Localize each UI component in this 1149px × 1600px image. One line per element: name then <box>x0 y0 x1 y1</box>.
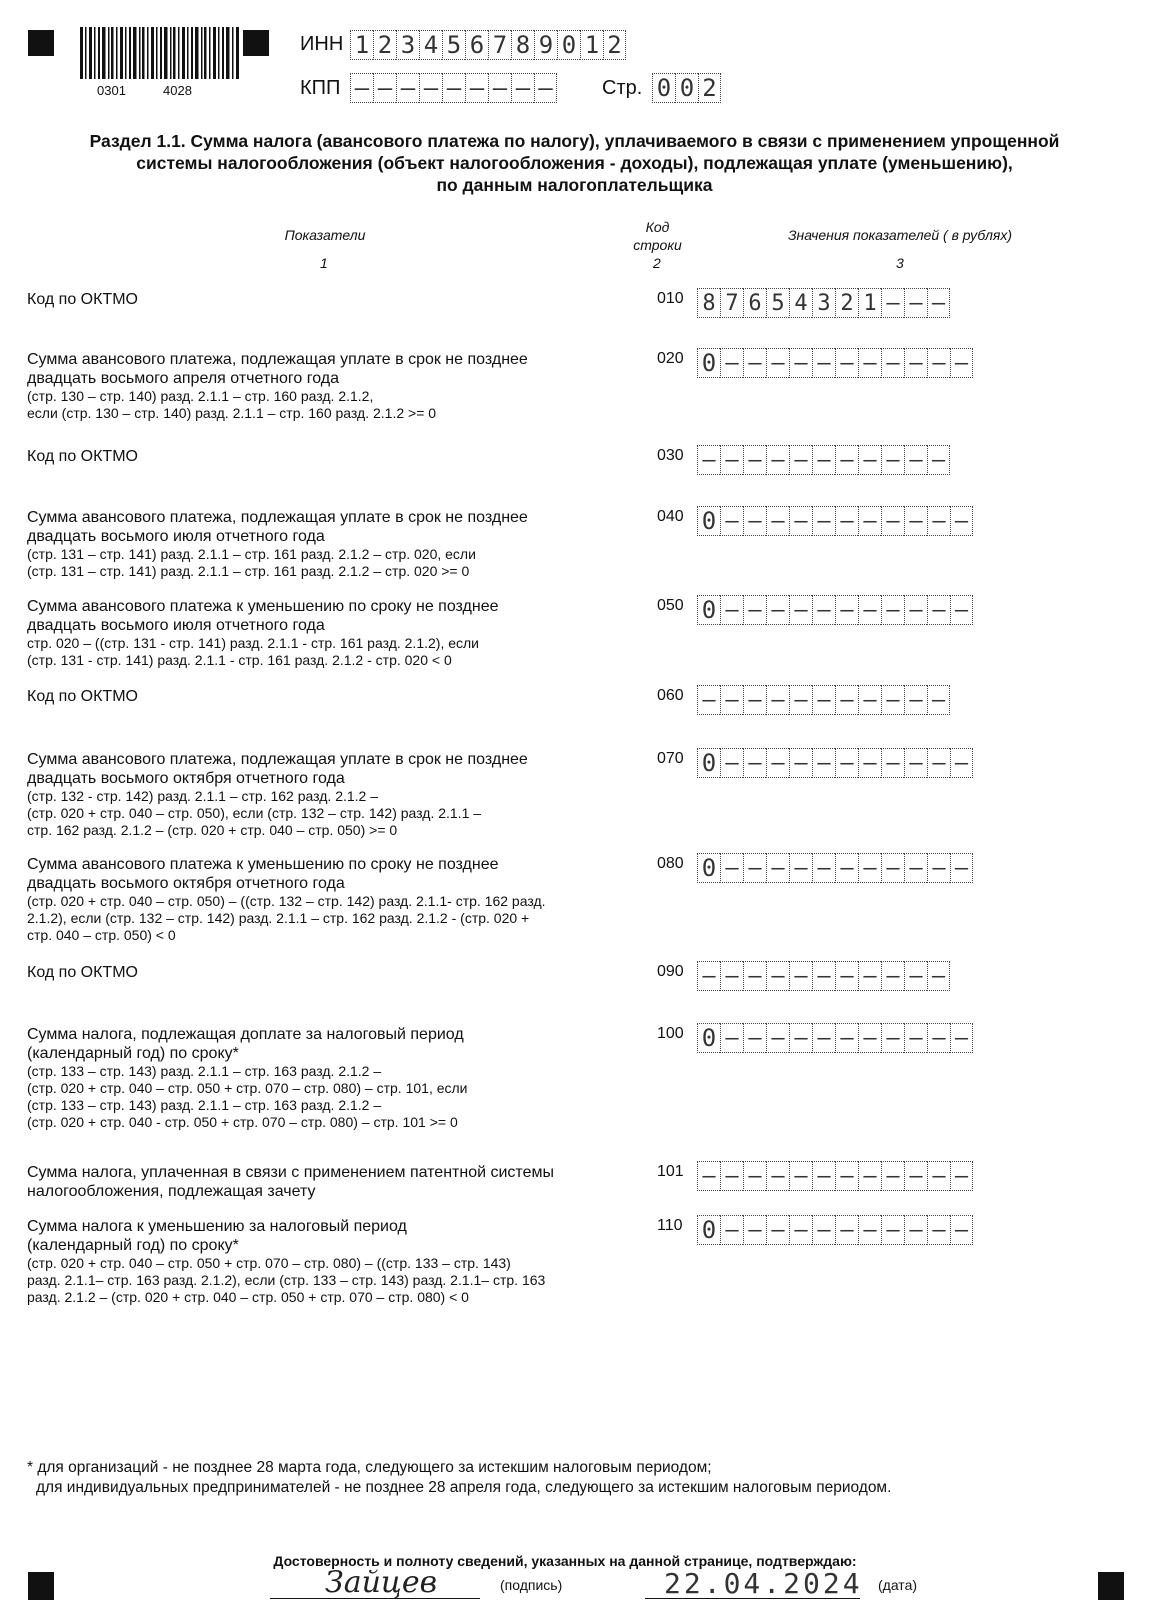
row-formula-line: разд. 2.1.1– стр. 163 разд. 2.1.2), если (стр. 133 – стр. 143) разд. 2.1.1– стр. 163 <box>27 1272 546 1288</box>
row-value-cell[interactable]: – <box>766 595 789 625</box>
row-value-cell[interactable]: – <box>835 748 858 778</box>
row-formula-line: (стр. 020 + стр. 040 - стр. 050 + стр. 070 – стр. 080) – стр. 101 >= 0 <box>27 1114 458 1130</box>
corner-marker-top-right <box>243 30 269 56</box>
barcode <box>80 27 240 79</box>
row-value-cell[interactable]: – <box>950 748 973 778</box>
row-formula-line: (стр. 131 – стр. 141) разд. 2.1.1 – стр. 161 разд. 2.1.2 – стр. 020 >= 0 <box>27 563 470 579</box>
row-code: 010 <box>657 290 684 307</box>
row-value-cell[interactable]: – <box>904 748 927 778</box>
row-value-cell[interactable]: – <box>881 748 904 778</box>
row-formula-line: если (стр. 130 – стр. 140) разд. 2.1.1 – стр. 160 разд. 2.1.2 >= 0 <box>27 405 437 421</box>
row-value-cell[interactable]: – <box>881 1023 904 1053</box>
inn-cell[interactable]: 3 <box>396 30 419 60</box>
row-value-cell[interactable]: – <box>927 595 950 625</box>
inn-cell[interactable]: 8 <box>511 30 534 60</box>
row-formula-line: (стр. 020 + стр. 040 – стр. 050) – ((стр. 132 – стр. 142) разд. 2.1.1- стр. 162 разд. <box>27 893 546 909</box>
row-value-cell[interactable]: – <box>927 348 950 378</box>
row-value-cell[interactable]: – <box>881 961 904 991</box>
date-label: (дата) <box>878 1577 918 1593</box>
row-code: 100 <box>657 1025 684 1042</box>
corner-marker-top-left <box>28 30 54 56</box>
row-formula-line: (стр. 130 – стр. 140) разд. 2.1.1 – стр. 160 разд. 2.1.2, <box>27 388 374 404</box>
row-value-cell[interactable]: – <box>835 853 858 883</box>
row-value-cell[interactable]: – <box>835 348 858 378</box>
row-code: 030 <box>657 447 684 464</box>
row-value-cell[interactable]: – <box>858 348 881 378</box>
row-title-line: Код по ОКТМО <box>27 291 138 308</box>
row-value-cell[interactable]: – <box>858 595 881 625</box>
row-title-line: Сумма налога, уплаченная в связи с применением патентной системы <box>27 1164 554 1181</box>
row-description <box>27 855 617 944</box>
row-value-cell[interactable]: – <box>950 506 973 536</box>
row-description <box>27 750 617 839</box>
row-value-cell[interactable]: – <box>743 1161 766 1191</box>
row-value-cell[interactable]: – <box>720 595 743 625</box>
row-value-cell[interactable]: – <box>927 961 950 991</box>
row-value-cell[interactable]: – <box>766 1023 789 1053</box>
row-value-cell[interactable]: – <box>858 1215 881 1245</box>
row-value-cell[interactable]: – <box>743 748 766 778</box>
kpp-cell[interactable]: – <box>350 73 373 103</box>
page-number-field[interactable] <box>652 73 721 103</box>
row-value-cell[interactable]: – <box>927 288 950 318</box>
row-value-cell[interactable]: 6 <box>743 288 766 318</box>
row-value-cell[interactable]: – <box>950 348 973 378</box>
row-value-cell[interactable]: – <box>789 348 812 378</box>
row-value-cell[interactable]: – <box>858 961 881 991</box>
row-value-cell[interactable]: – <box>789 748 812 778</box>
row-title-line: двадцать восьмого октября отчетного года <box>27 770 345 787</box>
row-value-cell[interactable]: – <box>904 853 927 883</box>
row-value-cell[interactable]: – <box>881 1161 904 1191</box>
row-value-cell[interactable]: – <box>766 348 789 378</box>
row-value-cell[interactable]: – <box>766 1215 789 1245</box>
footnote <box>27 1458 891 1498</box>
row-formula-line: (стр. 020 + стр. 040 – стр. 050), если (стр. 132 – стр. 142) разд. 2.1.1 – <box>27 805 482 821</box>
row-value-cell[interactable]: – <box>858 748 881 778</box>
row-value-cell[interactable]: – <box>766 1161 789 1191</box>
row-value-cell[interactable]: – <box>927 748 950 778</box>
row-value-cell[interactable]: 8 <box>697 288 720 318</box>
inn-cell[interactable]: 5 <box>442 30 465 60</box>
page-number-cell[interactable]: 2 <box>698 73 721 103</box>
row-value-cell[interactable]: – <box>743 506 766 536</box>
row-title-line: Сумма налога, подлежащая доплате за налоговый период <box>27 1026 464 1043</box>
row-title-line: Код по ОКТМО <box>27 964 138 981</box>
kpp-cell[interactable]: – <box>442 73 465 103</box>
inn-cell[interactable]: 0 <box>557 30 580 60</box>
row-value-cell[interactable]: 0 <box>697 506 720 536</box>
row-value-field[interactable] <box>697 288 950 318</box>
row-formula-line: (стр. 131 - стр. 141) разд. 2.1.1 - стр. 161 разд. 2.1.2 - стр. 020 < 0 <box>27 652 452 668</box>
row-value-field[interactable] <box>697 961 950 991</box>
row-code: 110 <box>657 1217 683 1234</box>
row-description <box>27 350 617 422</box>
column-number-3: 3 <box>896 255 904 271</box>
row-description <box>27 1217 617 1306</box>
row-value-cell[interactable]: – <box>789 1215 812 1245</box>
row-value-cell[interactable]: – <box>927 685 950 715</box>
row-value-cell[interactable]: – <box>835 1023 858 1053</box>
footnote-line-2: для индивидуальных предпринимателей - не позднее 28 апреля года, следующего за истекшим налоговым периодом. <box>36 1479 892 1496</box>
row-title-line: двадцать восьмого октября отчетного года <box>27 875 345 892</box>
row-value-cell[interactable]: – <box>812 961 835 991</box>
row-title-line: (календарный год) по сроку* <box>27 1237 239 1254</box>
row-value-field[interactable] <box>697 685 950 715</box>
row-value-cell[interactable]: 0 <box>697 1215 720 1245</box>
row-code: 090 <box>657 963 684 980</box>
row-value-cell[interactable]: – <box>812 506 835 536</box>
row-title-line: (календарный год) по сроку* <box>27 1045 239 1062</box>
row-value-cell[interactable]: 0 <box>697 595 720 625</box>
section-title-line-2: системы налогообложения (объект налогообложения - доходы), подлежащая уплате (уменьшению), <box>136 153 1013 173</box>
row-value-cell[interactable]: – <box>697 961 720 991</box>
column-number-2: 2 <box>653 255 661 271</box>
row-value-cell[interactable]: – <box>881 348 904 378</box>
row-value-cell[interactable]: – <box>835 445 858 475</box>
confirmation-text: Достоверность и полноту сведений, указанных на данной странице, подтверждаю: <box>273 1553 857 1569</box>
kpp-field[interactable] <box>350 73 557 103</box>
row-value-cell[interactable]: – <box>697 1161 720 1191</box>
row-formula-line: стр. 162 разд. 2.1.2 – (стр. 020 + стр. 040 – стр. 050) >= 0 <box>27 822 398 838</box>
row-value-cell[interactable]: – <box>812 1161 835 1191</box>
row-value-cell[interactable]: – <box>812 1023 835 1053</box>
section-title <box>0 130 1149 196</box>
row-value-cell[interactable]: – <box>720 1161 743 1191</box>
column-header-code <box>620 218 695 254</box>
row-value-cell[interactable]: 3 <box>812 288 835 318</box>
row-title-line: Код по ОКТМО <box>27 448 138 465</box>
row-value-cell[interactable]: – <box>789 685 812 715</box>
row-value-cell[interactable]: – <box>835 685 858 715</box>
row-value-cell[interactable]: – <box>881 445 904 475</box>
row-value-cell[interactable]: – <box>766 853 789 883</box>
row-formula-line: (стр. 133 – стр. 143) разд. 2.1.1 – стр. 163 разд. 2.1.2 – <box>27 1063 382 1079</box>
row-formula-line: 2.1.2), если (стр. 132 – стр. 142) разд. 2.1.1 – стр. 162 разд. 2.1.2 - (стр. 020 + <box>27 910 530 926</box>
inn-cell[interactable]: 9 <box>534 30 557 60</box>
row-value-cell[interactable]: – <box>904 348 927 378</box>
row-value-cell[interactable]: – <box>950 595 973 625</box>
row-formula-line: стр. 040 – стр. 050) < 0 <box>27 927 176 943</box>
row-value-cell[interactable]: – <box>720 506 743 536</box>
row-value-cell[interactable]: – <box>950 1215 973 1245</box>
row-value-cell[interactable]: – <box>904 445 927 475</box>
row-value-cell[interactable]: – <box>697 685 720 715</box>
row-description <box>27 1163 617 1201</box>
row-value-cell[interactable]: 0 <box>697 748 720 778</box>
row-value-field[interactable] <box>697 1023 973 1053</box>
inn-cell[interactable]: 4 <box>419 30 442 60</box>
corner-marker-bottom-right <box>1098 1572 1124 1600</box>
page-number-cell[interactable]: 0 <box>652 73 675 103</box>
row-value-field[interactable] <box>697 853 973 883</box>
row-value-field[interactable] <box>697 1161 973 1191</box>
row-value-cell[interactable]: – <box>697 445 720 475</box>
row-value-cell[interactable]: – <box>766 961 789 991</box>
row-code: 020 <box>657 350 684 367</box>
row-value-cell[interactable]: – <box>743 445 766 475</box>
row-title-line: Сумма авансового платежа к уменьшению по сроку не позднее <box>27 856 499 873</box>
row-value-cell[interactable]: 4 <box>789 288 812 318</box>
row-value-cell[interactable]: – <box>881 853 904 883</box>
row-value-cell[interactable]: – <box>927 1023 950 1053</box>
column-number-1: 1 <box>320 255 328 271</box>
inn-cell[interactable]: 1 <box>350 30 373 60</box>
column-header-code-line-1: Код <box>645 219 670 235</box>
row-value-cell[interactable]: – <box>812 348 835 378</box>
row-description <box>27 963 617 982</box>
row-value-cell[interactable]: – <box>766 685 789 715</box>
row-value-cell[interactable]: – <box>858 1161 881 1191</box>
row-code: 040 <box>657 508 684 525</box>
row-title-line: Сумма авансового платежа, подлежащая уплате в срок не позднее <box>27 351 528 368</box>
page-label: Стр. <box>602 77 643 99</box>
inn-label: ИНН <box>300 33 344 55</box>
row-value-cell[interactable]: – <box>789 595 812 625</box>
row-value-cell[interactable]: – <box>904 506 927 536</box>
row-value-cell[interactable]: 0 <box>697 853 720 883</box>
row-value-cell[interactable]: – <box>881 506 904 536</box>
row-value-cell[interactable]: – <box>743 1023 766 1053</box>
barcode-number-right: 4028 <box>163 83 192 98</box>
row-value-cell[interactable]: – <box>743 348 766 378</box>
kpp-cell[interactable]: – <box>465 73 488 103</box>
row-code: 101 <box>657 1163 684 1180</box>
row-title-line: Сумма налога к уменьшению за налоговый период <box>27 1218 407 1235</box>
signature-label: (подпись) <box>500 1577 563 1593</box>
row-value-cell[interactable]: – <box>720 685 743 715</box>
row-value-cell[interactable]: – <box>927 506 950 536</box>
date-field[interactable]: 22.04.2024 <box>664 1567 863 1600</box>
row-formula-line: (стр. 132 - стр. 142) разд. 2.1.1 – стр. 162 разд. 2.1.2 – <box>27 788 379 804</box>
row-value-cell[interactable]: – <box>881 595 904 625</box>
inn-cell[interactable]: 2 <box>603 30 626 60</box>
row-value-cell[interactable]: – <box>766 445 789 475</box>
row-value-cell[interactable]: – <box>720 445 743 475</box>
row-value-cell[interactable]: – <box>835 506 858 536</box>
row-value-cell[interactable]: – <box>904 1215 927 1245</box>
kpp-cell[interactable]: – <box>534 73 557 103</box>
row-formula-line: (стр. 020 + стр. 040 – стр. 050 + стр. 070 – стр. 080) – стр. 101, если <box>27 1080 468 1096</box>
row-value-cell[interactable]: – <box>927 445 950 475</box>
row-description <box>27 597 617 669</box>
row-value-cell[interactable]: – <box>812 685 835 715</box>
row-value-cell[interactable]: 5 <box>766 288 789 318</box>
row-value-cell[interactable]: – <box>835 961 858 991</box>
row-value-cell[interactable]: – <box>766 748 789 778</box>
row-value-cell[interactable]: – <box>789 853 812 883</box>
row-title-line: Код по ОКТМО <box>27 688 138 705</box>
row-title-line: двадцать восьмого июля отчетного года <box>27 528 325 545</box>
section-title-line-3: по данным налогоплательщика <box>436 175 713 195</box>
inn-field[interactable] <box>350 30 626 60</box>
row-title-line: двадцать восьмого июля отчетного года <box>27 617 325 634</box>
row-value-cell[interactable]: – <box>720 1215 743 1245</box>
row-value-field[interactable] <box>697 748 973 778</box>
row-value-cell[interactable]: – <box>743 961 766 991</box>
row-value-cell[interactable]: – <box>904 961 927 991</box>
inn-cell[interactable]: 7 <box>488 30 511 60</box>
row-description <box>27 508 617 580</box>
row-code: 070 <box>657 750 684 767</box>
barcode-number-left: 0301 <box>97 83 126 98</box>
row-value-cell[interactable]: – <box>904 685 927 715</box>
row-value-cell[interactable]: – <box>881 685 904 715</box>
row-formula-line: (стр. 131 – стр. 141) разд. 2.1.1 – стр. 161 разд. 2.1.2 – стр. 020, если <box>27 546 476 562</box>
row-value-cell[interactable]: – <box>950 1023 973 1053</box>
row-value-cell[interactable]: – <box>950 853 973 883</box>
row-title-line: Сумма авансового платежа, подлежащая уплате в срок не позднее <box>27 509 528 526</box>
row-value-cell[interactable]: – <box>927 1161 950 1191</box>
row-value-cell[interactable]: – <box>766 506 789 536</box>
row-value-field[interactable] <box>697 506 973 536</box>
row-value-cell[interactable]: – <box>720 748 743 778</box>
row-value-cell[interactable]: – <box>812 1215 835 1245</box>
row-value-cell[interactable]: – <box>789 506 812 536</box>
row-value-cell[interactable]: – <box>858 1023 881 1053</box>
row-value-cell[interactable]: – <box>858 445 881 475</box>
inn-cell[interactable]: 6 <box>465 30 488 60</box>
row-value-cell[interactable]: – <box>720 1023 743 1053</box>
row-value-cell[interactable]: – <box>881 1215 904 1245</box>
kpp-cell[interactable]: – <box>396 73 419 103</box>
row-title-line: Сумма авансового платежа, подлежащая уплате в срок не позднее <box>27 751 528 768</box>
row-value-cell[interactable]: – <box>812 748 835 778</box>
row-title-line: двадцать восьмого апреля отчетного года <box>27 370 339 387</box>
row-code: 080 <box>657 855 684 872</box>
row-value-cell[interactable]: – <box>950 1161 973 1191</box>
row-value-cell[interactable]: – <box>904 288 927 318</box>
row-formula-line: стр. 020 – ((стр. 131 - стр. 141) разд. 2.1.1 - стр. 161 разд. 2.1.2), если <box>27 635 479 651</box>
column-header-indicators: Показатели <box>284 227 366 243</box>
row-value-cell[interactable]: – <box>812 445 835 475</box>
row-value-cell[interactable]: – <box>835 1215 858 1245</box>
row-title-line: налогообложения, подлежащая зачету <box>27 1183 316 1200</box>
row-value-field[interactable] <box>697 1215 973 1245</box>
row-title-line: Сумма авансового платежа к уменьшению по сроку не позднее <box>27 598 499 615</box>
row-code: 050 <box>657 597 684 614</box>
row-value-cell[interactable]: – <box>789 1161 812 1191</box>
row-value-cell[interactable]: 2 <box>835 288 858 318</box>
row-value-cell[interactable]: – <box>927 853 950 883</box>
kpp-cell[interactable]: – <box>488 73 511 103</box>
row-description <box>27 290 617 309</box>
row-description <box>27 1025 617 1131</box>
corner-marker-bottom-left <box>28 1572 54 1600</box>
row-value-cell[interactable]: – <box>789 1023 812 1053</box>
row-value-cell[interactable]: – <box>812 853 835 883</box>
kpp-cell[interactable]: – <box>511 73 534 103</box>
row-value-cell[interactable]: – <box>835 1161 858 1191</box>
row-value-field[interactable] <box>697 348 973 378</box>
row-description <box>27 447 617 466</box>
row-formula-line: (стр. 020 + стр. 040 – стр. 050 + стр. 070 – стр. 080) – ((стр. 133 – стр. 143) <box>27 1255 511 1271</box>
row-value-cell[interactable]: 0 <box>697 1023 720 1053</box>
row-value-cell[interactable]: – <box>927 1215 950 1245</box>
row-formula-line: (стр. 133 – стр. 143) разд. 2.1.1 – стр. 163 разд. 2.1.2 – <box>27 1097 382 1113</box>
row-value-cell[interactable]: 7 <box>720 288 743 318</box>
inn-cell[interactable]: 2 <box>373 30 396 60</box>
column-header-code-line-2: строки <box>633 237 682 253</box>
row-value-cell[interactable]: – <box>720 853 743 883</box>
row-value-cell[interactable]: – <box>812 595 835 625</box>
row-description <box>27 687 617 706</box>
kpp-cell[interactable]: – <box>373 73 396 103</box>
row-value-field[interactable] <box>697 445 950 475</box>
row-value-cell[interactable]: – <box>881 288 904 318</box>
row-value-cell[interactable]: – <box>904 595 927 625</box>
row-value-cell[interactable]: – <box>835 595 858 625</box>
signature[interactable]: Зайцев <box>325 1565 438 1600</box>
column-header-values: Значения показателей ( в рублях) <box>787 227 1013 243</box>
row-value-cell[interactable]: – <box>743 595 766 625</box>
row-value-cell[interactable]: – <box>720 961 743 991</box>
row-value-cell[interactable]: – <box>720 348 743 378</box>
kpp-label: КПП <box>300 77 341 99</box>
inn-cell[interactable]: 1 <box>580 30 603 60</box>
row-value-cell[interactable]: – <box>789 961 812 991</box>
row-value-cell[interactable]: – <box>858 853 881 883</box>
row-value-cell[interactable]: – <box>858 506 881 536</box>
section-title-line-1: Раздел 1.1. Сумма налога (авансового платежа по налогу), уплачиваемого в связи с применением упрощенной <box>89 131 1060 151</box>
row-value-cell[interactable]: – <box>743 685 766 715</box>
row-code: 060 <box>657 687 684 704</box>
row-formula-line: разд. 2.1.2 – (стр. 020 + стр. 040 – стр. 050 + стр. 070 – стр. 080) < 0 <box>27 1289 469 1305</box>
footnote-line-1: * для организаций - не позднее 28 марта года, следующего за истекшим налоговым периодом; <box>27 1459 712 1476</box>
kpp-cell[interactable]: – <box>419 73 442 103</box>
row-value-cell[interactable]: 1 <box>858 288 881 318</box>
page-number-cell[interactable]: 0 <box>675 73 698 103</box>
row-value-cell[interactable]: – <box>904 1161 927 1191</box>
row-value-field[interactable] <box>697 595 973 625</box>
row-value-cell[interactable]: – <box>858 685 881 715</box>
row-value-cell[interactable]: – <box>743 1215 766 1245</box>
row-value-cell[interactable]: – <box>789 445 812 475</box>
row-value-cell[interactable]: 0 <box>697 348 720 378</box>
row-value-cell[interactable]: – <box>904 1023 927 1053</box>
row-value-cell[interactable]: – <box>743 853 766 883</box>
